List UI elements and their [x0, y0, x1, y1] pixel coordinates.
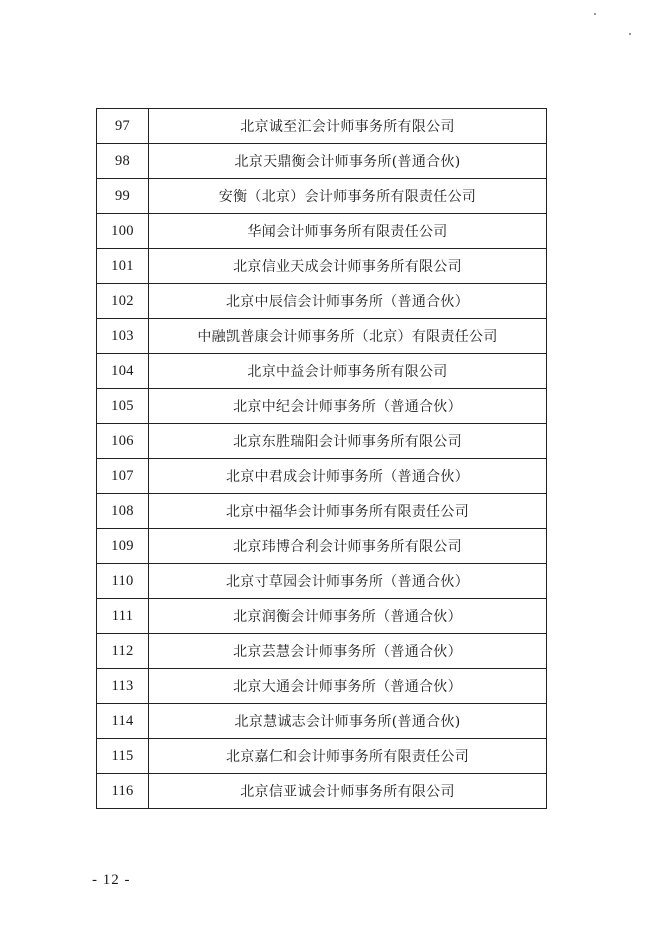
scan-speck	[629, 33, 631, 35]
table-row	[97, 284, 547, 319]
firm-name-cell: 北京中纪会计师事务所（普通合伙）	[149, 389, 547, 424]
table-row	[97, 249, 547, 284]
row-number-cell: 112	[97, 634, 149, 669]
firm-name-cell: 北京信亚诚会计师事务所有限公司	[149, 774, 547, 809]
firm-name-cell: 北京东胜瑞阳会计师事务所有限公司	[149, 424, 547, 459]
firm-name-cell: 北京中益会计师事务所有限公司	[149, 354, 547, 389]
row-number-cell: 99	[97, 179, 149, 214]
table-row	[97, 634, 547, 669]
table-row	[97, 459, 547, 494]
row-number-cell: 103	[97, 319, 149, 354]
row-number-cell: 111	[97, 599, 149, 634]
row-number-cell: 97	[97, 109, 149, 144]
firm-name-cell: 北京润衡会计师事务所（普通合伙）	[149, 599, 547, 634]
row-number-cell: 105	[97, 389, 149, 424]
table-row	[97, 179, 547, 214]
scan-speck	[594, 13, 596, 15]
firm-name-cell: 北京中辰信会计师事务所（普通合伙）	[149, 284, 547, 319]
table-row	[97, 424, 547, 459]
table-row	[97, 319, 547, 354]
table-row	[97, 704, 547, 739]
firm-name-cell: 北京中君成会计师事务所（普通合伙）	[149, 459, 547, 494]
firm-name-cell: 北京芸慧会计师事务所（普通合伙）	[149, 634, 547, 669]
row-number-cell: 101	[97, 249, 149, 284]
table-row	[97, 599, 547, 634]
firm-name-cell: 北京信业天成会计师事务所有限公司	[149, 249, 547, 284]
firm-name-cell: 北京嘉仁和会计师事务所有限责任公司	[149, 739, 547, 774]
firm-name-cell: 北京中福华会计师事务所有限责任公司	[149, 494, 547, 529]
row-number-cell: 108	[97, 494, 149, 529]
firm-name-cell: 安衡（北京）会计师事务所有限责任公司	[149, 179, 547, 214]
firm-name-cell: 北京慧诚志会计师事务所(普通合伙)	[149, 704, 547, 739]
table-row	[97, 564, 547, 599]
firm-name-cell: 中融凯普康会计师事务所（北京）有限责任公司	[149, 319, 547, 354]
row-number-cell: 110	[97, 564, 149, 599]
row-number-cell: 113	[97, 669, 149, 704]
row-number-cell: 107	[97, 459, 149, 494]
row-number-cell: 115	[97, 739, 149, 774]
firm-name-cell: 北京大通会计师事务所（普通合伙）	[149, 669, 547, 704]
row-number-cell: 114	[97, 704, 149, 739]
accounting-firm-table	[96, 108, 547, 809]
table-row	[97, 389, 547, 424]
table-row	[97, 494, 547, 529]
table-row	[97, 144, 547, 179]
table-row	[97, 109, 547, 144]
firm-name-cell: 北京天鼎衡会计师事务所(普通合伙)	[149, 144, 547, 179]
row-number-cell: 106	[97, 424, 149, 459]
row-number-cell: 116	[97, 774, 149, 809]
table-row	[97, 529, 547, 564]
firm-name-cell: 北京玮博合利会计师事务所有限公司	[149, 529, 547, 564]
row-number-cell: 104	[97, 354, 149, 389]
row-number-cell: 100	[97, 214, 149, 249]
firm-name-cell: 华闻会计师事务所有限责任公司	[149, 214, 547, 249]
table-row	[97, 354, 547, 389]
firm-name-cell: 北京诚至汇会计师事务所有限公司	[149, 109, 547, 144]
row-number-cell: 98	[97, 144, 149, 179]
page-number: - 12 -	[92, 872, 131, 888]
table-row	[97, 214, 547, 249]
firm-name-cell: 北京寸草园会计师事务所（普通合伙）	[149, 564, 547, 599]
table-row	[97, 739, 547, 774]
row-number-cell: 109	[97, 529, 149, 564]
row-number-cell: 102	[97, 284, 149, 319]
table-row	[97, 774, 547, 809]
table-row	[97, 669, 547, 704]
